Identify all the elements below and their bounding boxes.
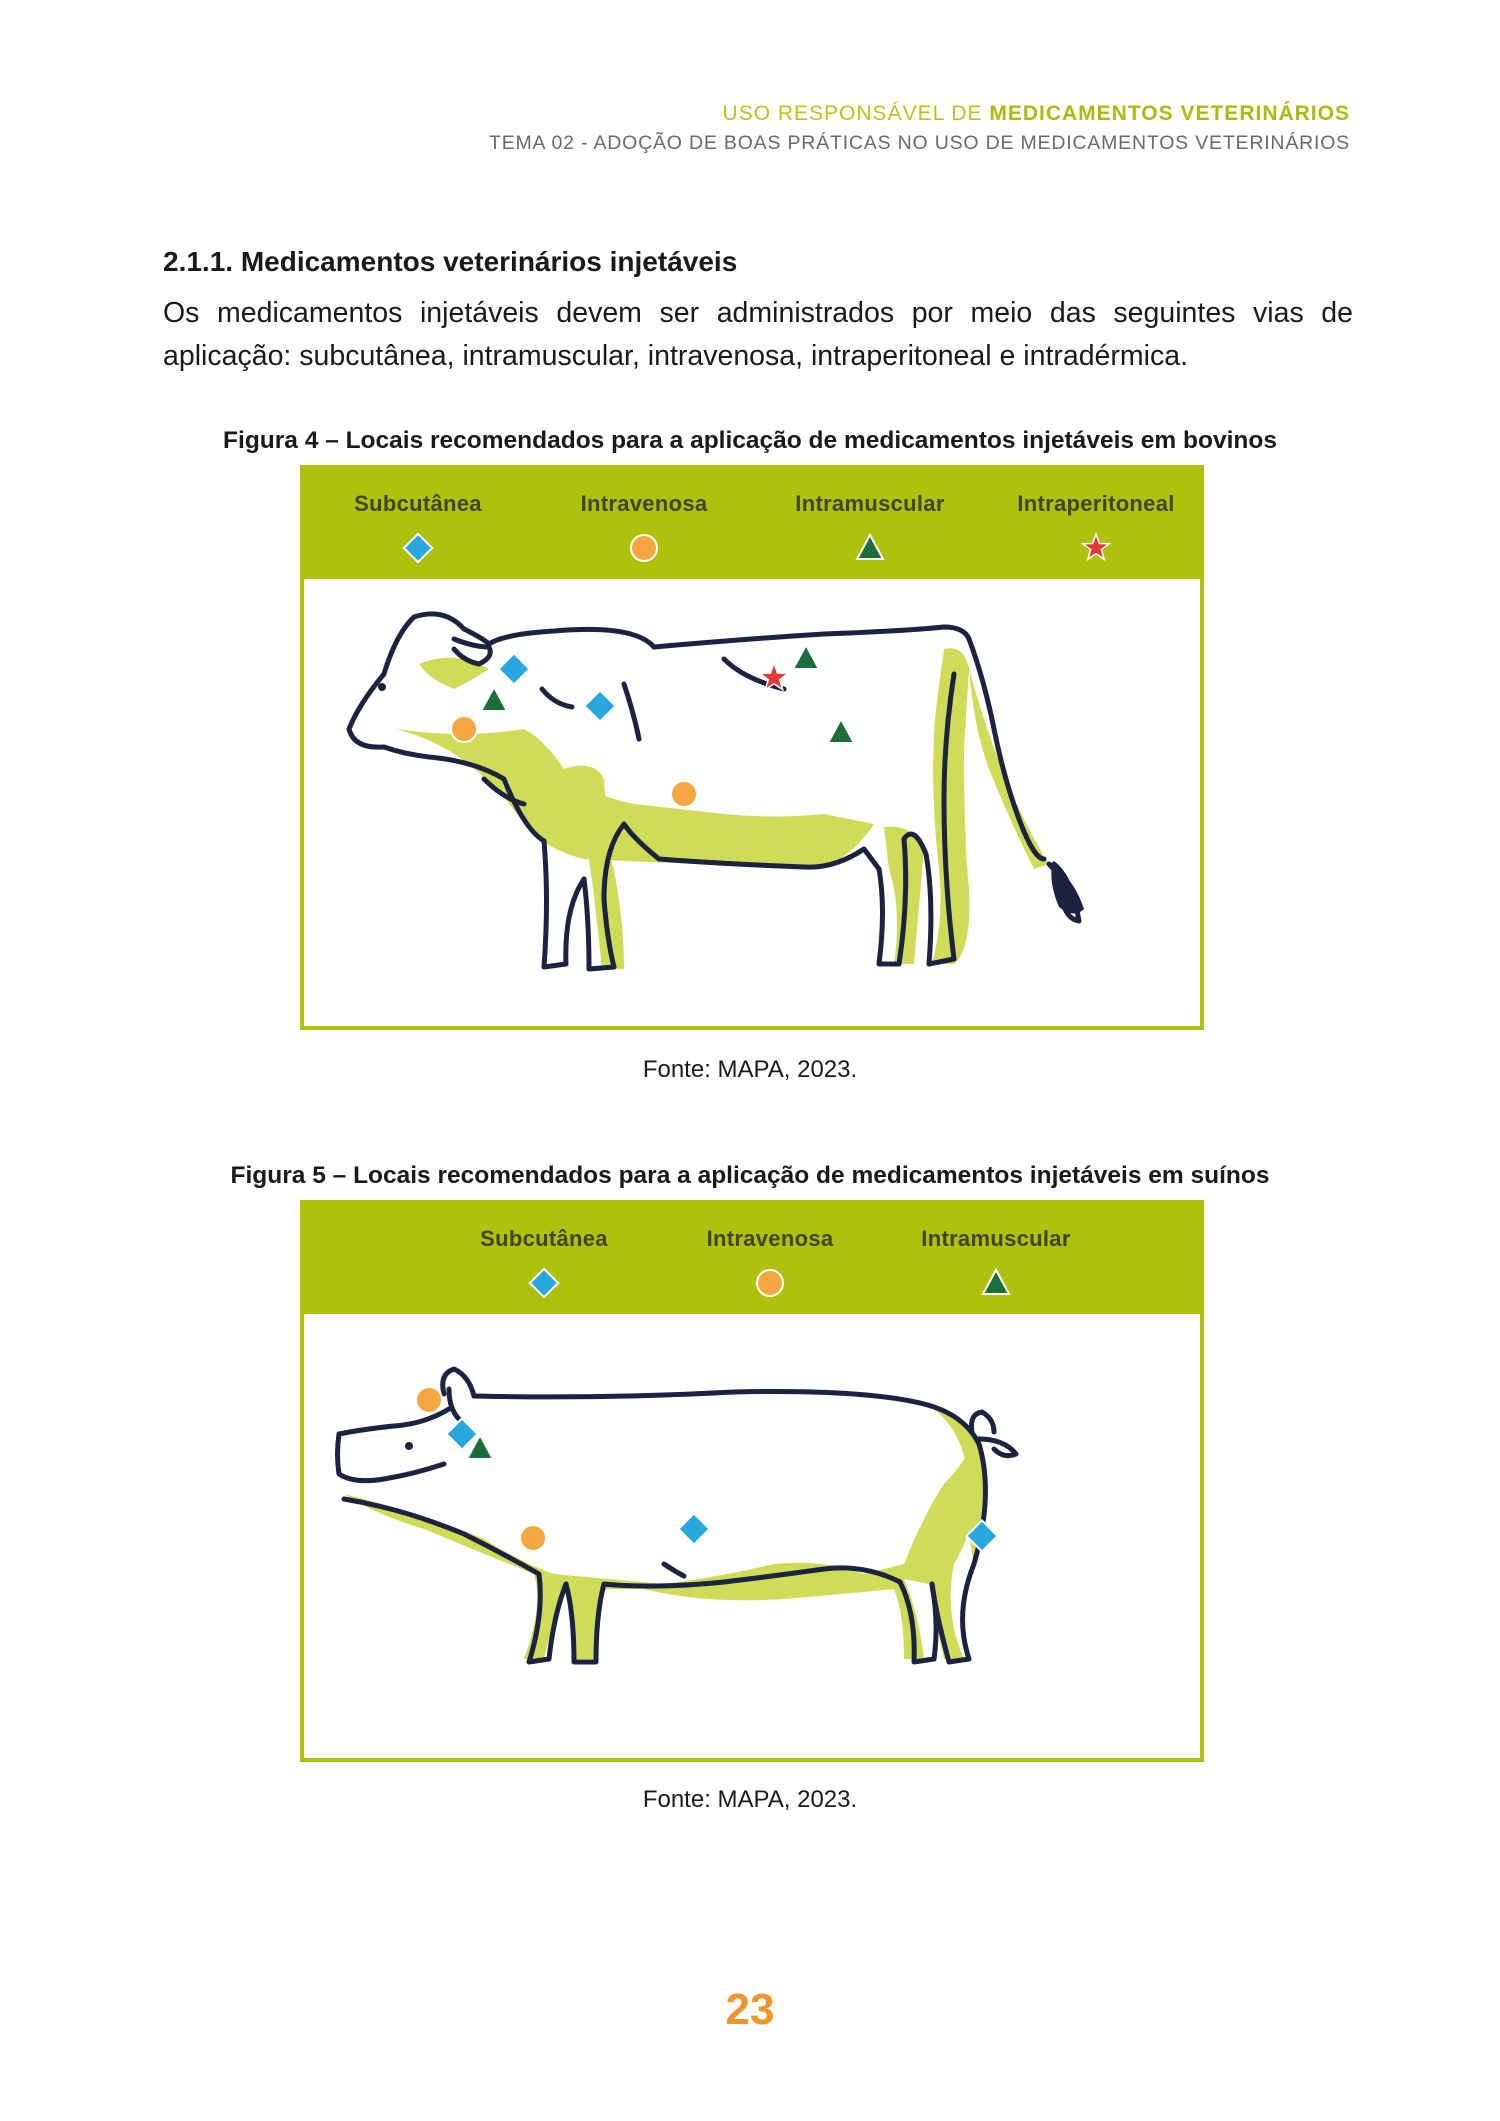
swine-eye [405, 1442, 413, 1450]
section-intro-paragraph: Os medicamentos injetáveis devem ser administrados por meio das seguintes vias de aplicação: subcutânea, intramuscular, intravenosa, intraperitoneal e intradérmica. [163, 297, 1353, 372]
running-header [489, 102, 1350, 155]
cattle-eye [378, 683, 386, 691]
swine-body-shading [344, 1409, 984, 1659]
figure-5-legend [304, 1204, 1200, 1314]
legend-label: Intravenosa [706, 1226, 834, 1251]
legend-item-intramuscular [896, 1226, 1096, 1300]
header-series-title [489, 102, 1350, 126]
cattle-tail-tip [1051, 864, 1084, 914]
legend-item-intraperitoneal [996, 491, 1196, 565]
legend-label: Intravenosa [580, 491, 708, 516]
legend-item-subcutanea [318, 491, 518, 565]
diamond-icon [401, 531, 435, 565]
legend-label: Intramuscular [795, 491, 945, 516]
header-series-highlight: MEDICAMENTOS VETERINÁRIOS [989, 102, 1350, 125]
marker-intramuscular [481, 687, 507, 711]
figure-5-swine-injection-sites [300, 1200, 1204, 1762]
legend-item-intramuscular [770, 491, 970, 565]
figure-4-cattle-injection-sites [300, 465, 1204, 1030]
marker-subcutanea [678, 1513, 709, 1544]
diamond-icon [527, 1266, 561, 1300]
section-title: 2.1.1. Medicamentos veterinários injetáveis [163, 246, 738, 277]
figure-4-source: Fonte: MAPA, 2023. [642, 1056, 858, 1083]
swine-injection-markers [416, 1387, 998, 1552]
figure-4-legend [304, 469, 1200, 579]
marker-intravenosa [520, 1525, 546, 1551]
legend-label: Subcutânea [354, 491, 482, 516]
legend-label: Subcutânea [480, 1226, 608, 1251]
figure-5-caption: Figura 5 – Locais recomendados para a aplicação de medicamentos injetáveis em suínos [230, 1162, 1270, 1189]
marker-intravenosa [451, 716, 477, 742]
legend-label: Intraperitoneal [1017, 491, 1175, 516]
marker-intravenosa [416, 1387, 442, 1413]
triangle-icon [853, 531, 887, 565]
marker-subcutanea [446, 1418, 477, 1449]
header-theme-title: TEMA 02 - ADOÇÃO DE BOAS PRÁTICAS NO USO DE MEDICAMENTOS VETERINÁRIOS [489, 132, 1350, 154]
figure-5-source: Fonte: MAPA, 2023. [642, 1786, 858, 1813]
swine-illustration [304, 1314, 1200, 1758]
marker-subcutanea [584, 690, 615, 721]
page-number: 23 [725, 1985, 775, 2034]
legend-item-intravenosa [670, 1226, 870, 1300]
star-icon [1079, 531, 1113, 565]
marker-subcutanea [498, 653, 529, 684]
marker-intravenosa [671, 781, 697, 807]
circle-icon [753, 1266, 787, 1300]
marker-intramuscular [828, 719, 854, 743]
marker-intramuscular [793, 645, 819, 669]
legend-label: Intramuscular [921, 1226, 1071, 1251]
circle-icon [627, 531, 661, 565]
cattle-illustration [304, 579, 1200, 1026]
figure-4-caption: Figura 4 – Locais recomendados para a aplicação de medicamentos injetáveis em bovinos [223, 427, 1277, 454]
triangle-icon [979, 1266, 1013, 1300]
header-series-prefix: USO RESPONSÁVEL DE [722, 102, 983, 125]
legend-item-intravenosa [544, 491, 744, 565]
legend-item-subcutanea [444, 1226, 644, 1300]
